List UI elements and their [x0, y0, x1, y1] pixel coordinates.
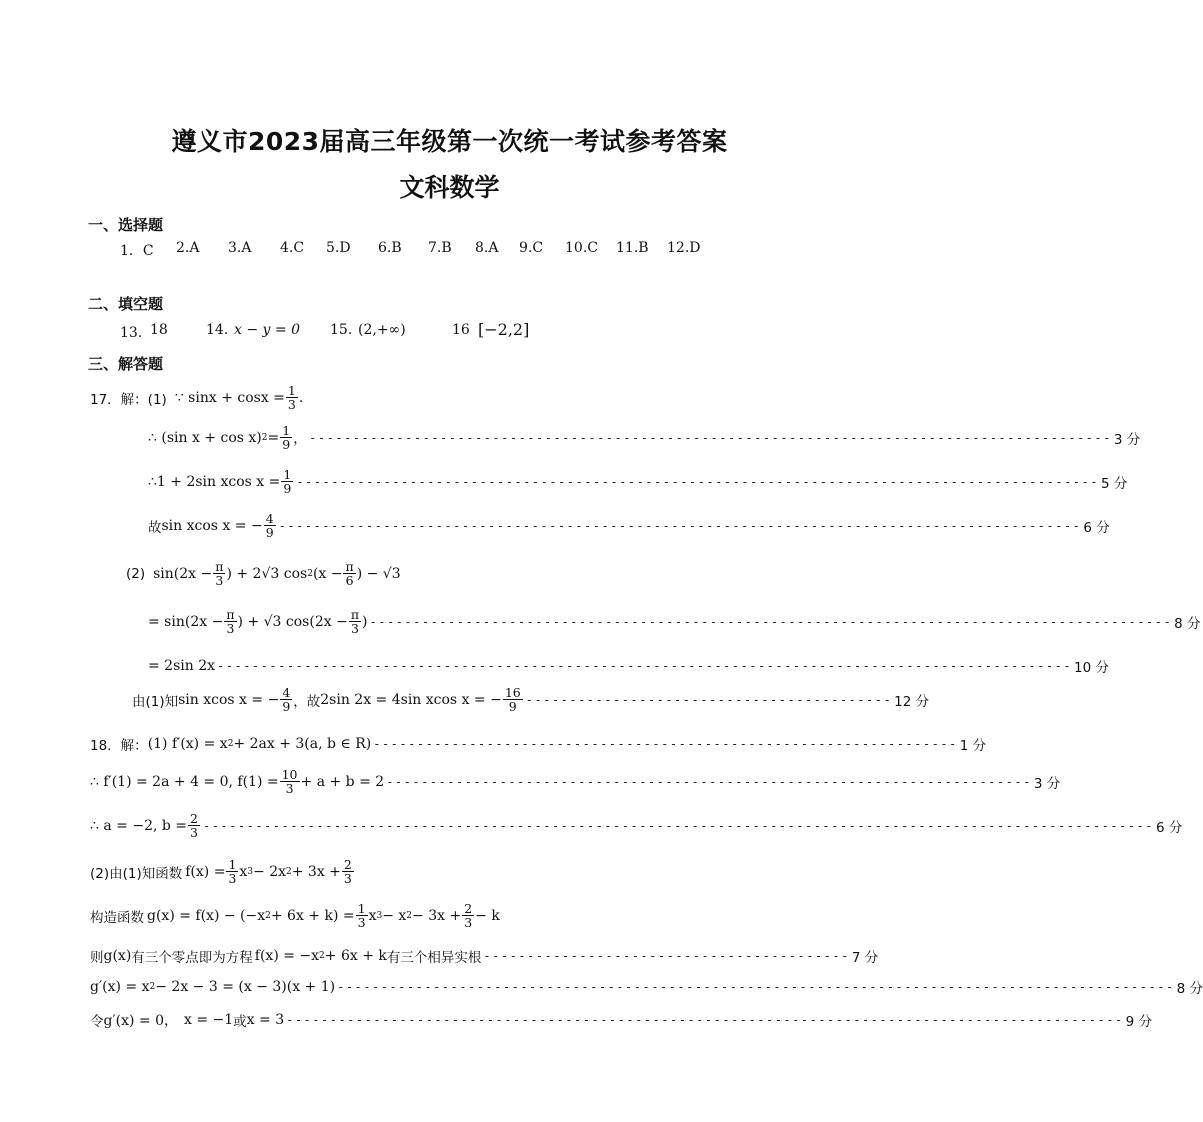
choice-answer: 5.D — [326, 240, 351, 256]
score: 12 分 — [894, 693, 930, 710]
fill-q14-answer: x − y = 0 — [234, 322, 300, 338]
q17-line-5: (2) sin(2x − $\frac{\pi}{3}$ ) + 2√3 cos 2 (x − $\frac{\pi}{6}$ ) − √3 — [126, 559, 401, 589]
fraction: $\frac{1}{3}$ — [287, 383, 296, 413]
q17-line-7: = 2sin 2x -------------------------------------------------------------------------------------------------- 10 分 — [148, 658, 1110, 676]
section-fill-heading: 二、填空题 — [88, 295, 164, 313]
q18-line-7: g′(x) = x 2 − 2x − 3 = (x − 3)(x + 1) ------------------------------------------------------------------------------------------------ 8 分 — [90, 979, 1203, 997]
section-solve-heading: 三、解答题 — [88, 355, 164, 373]
fill-q14-number: 14. — [206, 322, 229, 338]
score: 8 分 — [1174, 615, 1201, 632]
q17-line-6: = sin(2x − $\frac{\pi}{3}$ ) + √3 cos(2x − $\frac{\pi}{3}$ ) -------------------------------------------------------------------------------------------- 8 分 — [148, 607, 1201, 637]
q17-line-4: 故 sin xcos x = − $\frac{4}{9}$ -------------------------------------------------------------------------------------------- 6 分 — [148, 511, 1110, 541]
fraction: $\frac{1}{9}$ — [283, 467, 292, 497]
fraction: $\frac{2}{3}$ — [190, 811, 198, 841]
fraction: $\frac{1}{3}$ — [357, 901, 366, 931]
dash-leader: -------------------------------------------------------------------------------------------- — [278, 518, 1082, 533]
choice-answer: 8.A — [475, 240, 499, 256]
section-choice-heading: 一、选择题 — [88, 216, 164, 234]
fraction: $\frac{\pi}{3}$ — [226, 607, 235, 637]
score: 6 分 — [1083, 519, 1110, 536]
q17-line-3: ∴1 + 2sin xcos x = $\frac{1}{9}$ -------------------------------------------------------------------------------------------- 5 分 — [148, 467, 1128, 497]
choice-answer: 9.C — [519, 240, 544, 256]
fill-q13-answer: 18 — [150, 322, 168, 338]
fraction: $\frac{4}{9}$ — [282, 685, 291, 715]
fraction: $\frac{10}{3}$ — [281, 767, 298, 797]
page-subtitle: 文科数学 — [399, 173, 500, 202]
fraction: $\frac{1}{9}$ — [282, 423, 291, 453]
dash-leader: -------------------------------------------------------------------------- — [386, 774, 1032, 789]
choice-answer: 10.C — [565, 240, 598, 256]
score: 1 分 — [959, 738, 987, 754]
score: 10 分 — [1074, 660, 1110, 676]
choice-answer: 6.B — [378, 240, 402, 256]
dash-leader: -------------------------------------------------------------------------------------------------- — [217, 659, 1073, 673]
dash-leader: -------------------------------------------------------------------------------------------- — [296, 474, 1099, 489]
choice-answer: 1．C — [120, 243, 154, 259]
choice-answer: 11.B — [616, 240, 649, 256]
choice-answer: 4.C — [280, 240, 305, 256]
dash-leader: ------------------------------------------------------------------------------------------------------------- — [202, 818, 1154, 833]
score: 3 分 — [1113, 431, 1141, 448]
q18-line-5: 构造函数 g(x) = f(x) − (−x 2 + 6x + k) = $\frac{1}{3}$ x 3 − x 2 − 3x + $\frac{2}{3}$ − k — [90, 901, 500, 931]
score: 3 分 — [1033, 775, 1061, 792]
score: 8 分 — [1176, 981, 1203, 997]
fraction: $\frac{\pi}{3}$ — [215, 559, 224, 589]
dash-leader: ------------------------------------------------------------------- — [373, 737, 958, 751]
score: 5 分 — [1100, 475, 1128, 492]
dash-leader: ------------------------------------------------------------------------------------------------ — [337, 980, 1175, 994]
fraction: $\frac{4}{9}$ — [265, 511, 274, 541]
fill-q15-number: 15. — [330, 322, 353, 338]
dash-leader: ------------------------------------------ — [483, 949, 850, 963]
fill-q16-number: 16 — [452, 322, 470, 338]
q18-line-1: 18．解： (1) f′(x) = x 2 + 2ax + 3(a, b ∈ R) ------------------------------------------------------------------- 1 分 — [90, 736, 987, 754]
fill-q15-answer: (2,+∞) — [358, 322, 406, 338]
fraction: $\frac{\pi}{3}$ — [350, 607, 360, 637]
fraction: $\frac{16}{9}$ — [504, 685, 521, 715]
fill-q13-number: 13． — [120, 325, 152, 341]
q18-line-6: 则 g(x) 有三个零点即为方程 f(x) = −x 2 + 6x + k 有三个相异实根 ------------------------------------------ 7 分 — [90, 948, 879, 966]
fraction: $\frac{2}{3}$ — [343, 857, 352, 887]
choice-answer: 7.B — [428, 240, 452, 256]
q18-line-8: 令 g′(x) = 0， x = −1 或 x = 3 ------------------------------------------------------------------------------------------------ 9 分 — [90, 1012, 1153, 1030]
fill-q16-answer: [−2,2] — [478, 320, 530, 339]
score: 6 分 — [1155, 819, 1183, 836]
page-title: 遵义市2023届高三年级第一次统一考试参考答案 — [171, 127, 728, 156]
dash-leader: -------------------------------------------------------------------------------------------- — [309, 430, 1112, 445]
choice-answer: 3.A — [228, 240, 252, 256]
choice-answer: 12.D — [667, 240, 701, 256]
q17-line-1: 17．解：(1) ∵ sinx + cosx = $\frac{1}{3}$ . — [90, 383, 304, 413]
q17-line-8: 由(1)知 sin xcos x = − $\frac{4}{9}$ ，故 2sin 2x = 4sin xcos x = − $\frac{16}{9}$ ------------------------------------------ 12 分 — [132, 685, 930, 715]
q18-line-2: ∴ f′(1) = 2a + 4 = 0, f(1) = $\frac{10}{3}$ + a + b = 2 -------------------------------------------------------------------------- 3 分 — [90, 767, 1061, 797]
dash-leader: -------------------------------------------------------------------------------------------- — [369, 614, 1173, 629]
q18-line-3: ∴ a = −2, b = $\frac{2}{3}$ ------------------------------------------------------------------------------------------------------------- 6 分 — [90, 811, 1183, 841]
fraction: $\frac{1}{3}$ — [228, 857, 237, 887]
dash-leader: ------------------------------------------ — [525, 692, 893, 707]
score: 7 分 — [851, 950, 879, 966]
score: 9 分 — [1125, 1014, 1153, 1030]
choice-answer: 2.A — [176, 240, 200, 256]
q18-line-4: (2)由(1)知函数 f(x) = $\frac{1}{3}$ x 3 − 2x 2 + 3x + $\frac{2}{3}$ — [90, 857, 352, 887]
dash-leader: ------------------------------------------------------------------------------------------------ — [286, 1013, 1124, 1027]
q17-line-2: ∴ (sin x + cos x) 2 = $\frac{1}{9}$ ， -------------------------------------------------------------------------------------------- 3 分 — [148, 423, 1141, 453]
fraction: $\frac{\pi}{6}$ — [345, 559, 354, 589]
fraction: $\frac{2}{3}$ — [464, 901, 473, 931]
